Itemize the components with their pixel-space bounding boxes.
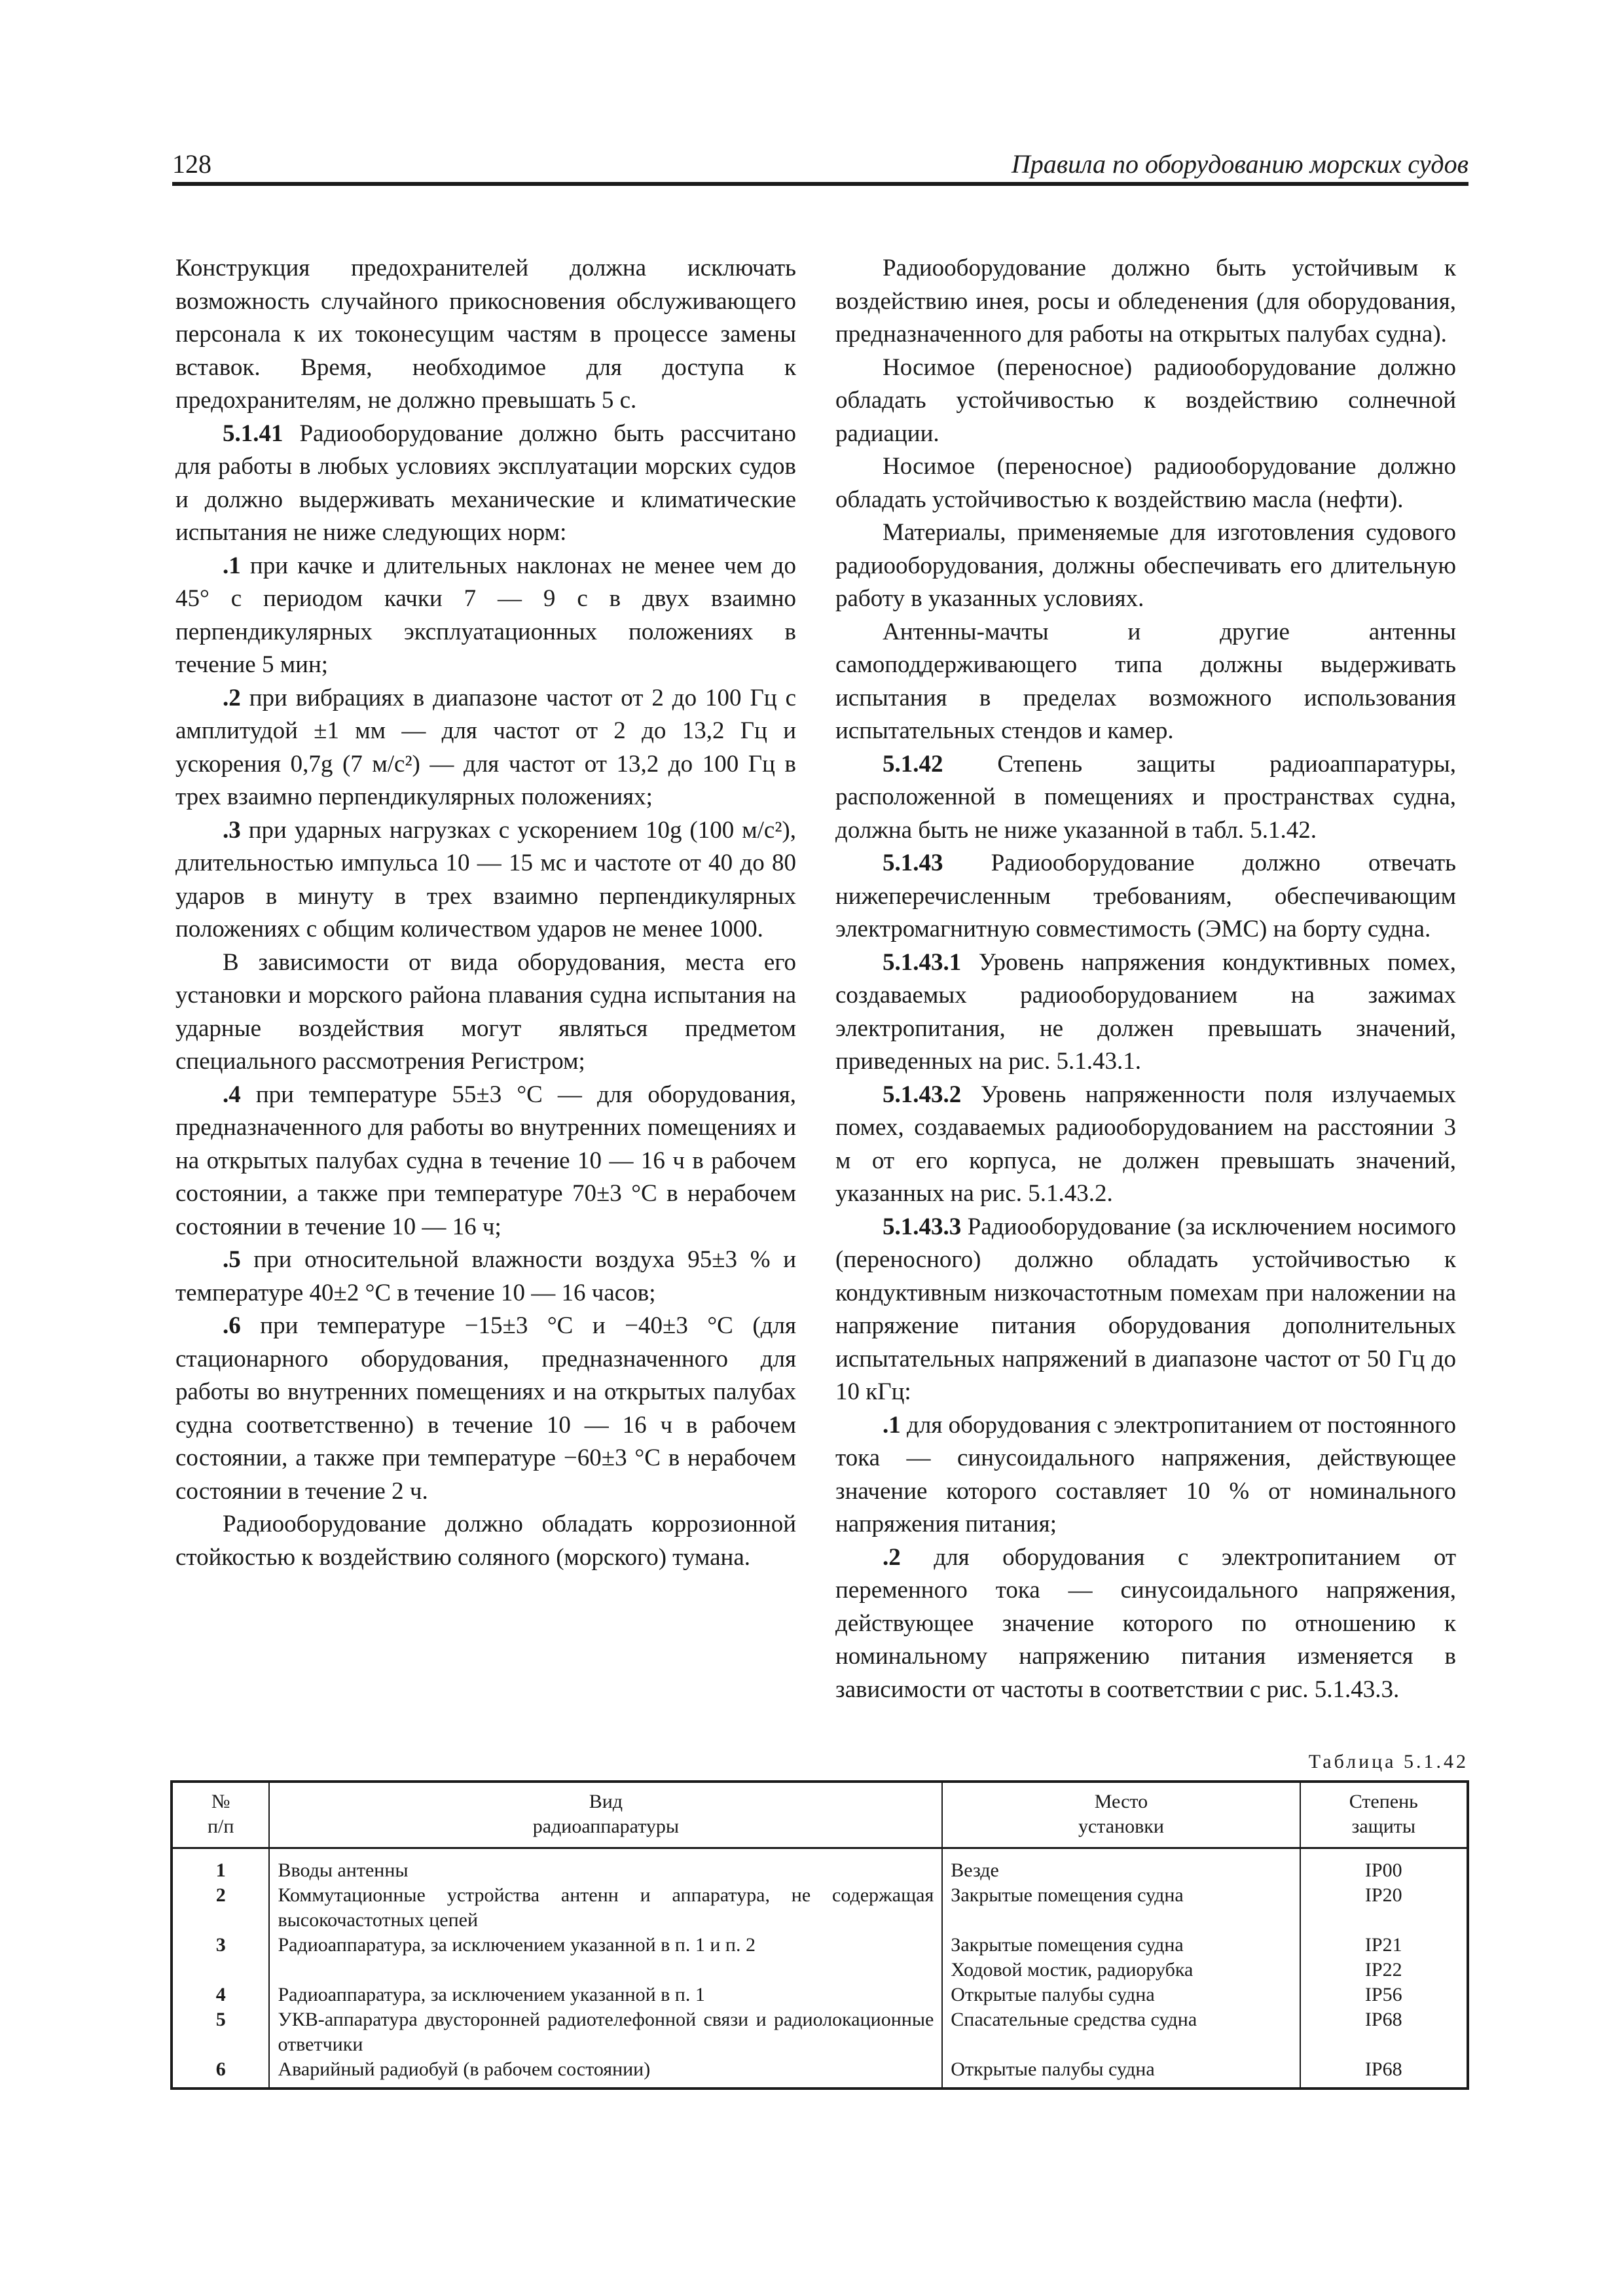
list-item: .2 для оборудования с электропитанием от переменного тока — синусоидального напряжения, действующее значение которого по отношению к номинальному напряжению питания изменяется в зависимости от частоты в соответствии с рис. 5.1.43.3. bbox=[835, 1543, 1457, 1703]
list-item: .3 при ударных нагрузках с ускорением 10g (100 м/с²), длительностью импульса 10 — 15 мс и частоте от 40 до 80 ударов в минуту в трех взаимно перпендикулярных положениях с общим количеством ударов не менее 1000. bbox=[175, 816, 797, 942]
cell-num: 2 bbox=[215, 1884, 226, 1906]
cell-degree: IP56 bbox=[1300, 1982, 1468, 2007]
cell-num: 1 bbox=[215, 1859, 226, 1881]
table-row bbox=[172, 1848, 1468, 1884]
paragraph: Носимое (переносное) радиооборудование должно обладать устойчивостью к воздействию солнечной радиации. bbox=[835, 353, 1456, 447]
cell-degree: IP00 bbox=[1300, 1848, 1468, 1884]
cell-num: 4 bbox=[215, 1984, 226, 2005]
header-place: Место установки bbox=[942, 1782, 1300, 1848]
right-column bbox=[835, 252, 1456, 1706]
left-column bbox=[175, 252, 796, 1574]
table-row bbox=[172, 1883, 1468, 1933]
page-header bbox=[172, 145, 1468, 186]
cell-type: Коммутационные устройства антенн и аппаратура, не содержащая высокочастотных цепей bbox=[269, 1883, 942, 1933]
section-5-1-43: 5.1.43 Радиооборудование должно отвечать нижеперечисленным требованиям, обеспечивающим электромагнитную совместимость (ЭМС) на борту судна. bbox=[835, 850, 1457, 942]
table-caption: Таблица 5.1.42 bbox=[1308, 1751, 1468, 1772]
paragraph: Радиооборудование должно быть устойчивым к воздействию инея, росы и обледенения (для оборудования, предназначенного для работы на открытых палубах судна). bbox=[835, 255, 1456, 348]
cell-degree: IP68 bbox=[1300, 2057, 1468, 2089]
list-item: .2 при вибрациях в диапазоне частот от 2 до 100 Гц с амплитудой ±1 мм — для частот от 2 до 13,2 Гц и ускорения 0,7g (7 м/с²) — для частот от 13,2 до 100 Гц в трех взаимно перпендикулярных положениях; bbox=[175, 684, 797, 810]
paragraph: В зависимости от вида оборудования, места его установки и морского района плавания судна испытания на ударные воздействия могут являться предметом специального рассмотрения Регистром; bbox=[175, 948, 796, 1075]
table-row bbox=[172, 2057, 1468, 2089]
list-item: .1 при качке и длительных наклонах не менее чем до 45° с периодом качки 7 — 9 с в двух взаимно перпендикулярных эксплуатационных положениях в течение 5 мин; bbox=[175, 552, 797, 678]
header-type: Вид радиоаппаратуры bbox=[269, 1782, 942, 1848]
section-5-1-42: 5.1.42 Степень защиты радиоаппаратуры, расположенной в помещениях и пространствах судна, должна быть не ниже указанной в табл. 5.1.42. bbox=[835, 750, 1456, 844]
section-5-1-43-1: 5.1.43.1 Уровень напряжения кондуктивных помех, создаваемых радиооборудованием на зажимах электропитания, не должен превышать значений, приведенных на рис. 5.1.43.1. bbox=[835, 948, 1457, 1075]
cell-type: Радиоаппаратура, за исключением указанной в п. 1 bbox=[269, 1982, 942, 2007]
list-item: .4 при температуре 55±3 °C — для оборудования, предназначенного для работы во внутренних помещениях и на открытых палубах судна в течение 10 — 16 ч в рабочем состоянии, а также при температуре 70±3 °C в нерабочем состоянии в течение 10 — 16 ч; bbox=[175, 1081, 796, 1240]
section-number: 5.1.42 bbox=[883, 750, 943, 778]
paragraph: Конструкция предохранителей должна исключать возможность случайного прикосновения обслуживающего персонала к их токонесущим частям в процессе замены вставок. Время, необходимое для доступа к предохранителям, не должно превышать 5 с. bbox=[175, 255, 796, 414]
section-5-1-41: 5.1.41 Радиооборудование должно быть рассчитано для работы в любых условиях эксплуатации морских судов и должно выдерживать механические и климатические испытания не ниже следующих норм: bbox=[175, 420, 796, 546]
cell-num: 5 bbox=[215, 2009, 226, 2030]
cell-degree: IP68 bbox=[1300, 2007, 1468, 2057]
cell-place: Спасательные средства судна bbox=[942, 2007, 1300, 2057]
table-row bbox=[172, 1933, 1468, 1982]
header-degree: Степень защиты bbox=[1300, 1782, 1468, 1848]
cell-place: Закрытые помещения судна Ходовой мостик, радиорубка bbox=[942, 1933, 1300, 1982]
section-number: 5.1.43.3 bbox=[883, 1213, 962, 1240]
section-5-1-43-2: 5.1.43.2 Уровень напряженности поля излучаемых помех, создаваемых радиооборудованием на расстоянии 3 м от его корпуса, не должен превышать значений, указанных на рис. 5.1.43.2. bbox=[835, 1081, 1457, 1207]
paragraph: Материалы, применяемые для изготовления судового радиооборудования, должны обеспечивать его длительную работу в указанных условиях. bbox=[835, 519, 1456, 612]
cell-type: Аварийный радиобуй (в рабочем состоянии) bbox=[269, 2057, 942, 2089]
header-num: № п/п bbox=[172, 1782, 269, 1848]
section-number: 5.1.41 bbox=[223, 420, 283, 447]
cell-degree: IP21 IP22 bbox=[1300, 1933, 1468, 1982]
cell-type: Вводы антенны bbox=[269, 1848, 942, 1884]
section-5-1-43-3: 5.1.43.3 Радиооборудование (за исключением носимого (переносного) должно обладать устойчивостью к кондуктивным низкочастотным помехам при наложении на напряжение питания оборудования дополнительных испытательных напряжений в диапазоне частот от 50 Гц до 10 кГц: bbox=[835, 1213, 1457, 1405]
section-number: 5.1.43 bbox=[883, 850, 943, 876]
cell-num: 3 bbox=[215, 1934, 226, 1956]
running-title: Правила по оборудованию морских судов bbox=[1011, 149, 1468, 179]
section-number: 5.1.43.2 bbox=[883, 1081, 962, 1108]
cell-place: Открытые палубы судна bbox=[942, 1982, 1300, 2007]
paragraph: Антенны-мачты и другие антенны самоподдерживающего типа должны выдерживать испытания в пределах возможного использования испытательных стендов и камер. bbox=[835, 618, 1456, 744]
list-item: .1 для оборудования с электропитанием от постоянного тока — синусоидального напряжения, действующее значение которого составляет 10 % от номинального напряжения питания; bbox=[835, 1411, 1456, 1537]
section-number: 5.1.43.1 bbox=[883, 948, 962, 976]
table-header-row bbox=[172, 1782, 1468, 1848]
paragraph: Носимое (переносное) радиооборудование должно обладать устойчивостью к воздействию масла (нефти). bbox=[835, 453, 1456, 513]
cell-place: Закрытые помещения судна bbox=[942, 1883, 1300, 1933]
cell-type: Радиоаппаратура, за исключением указанной в п. 1 и п. 2 bbox=[269, 1933, 942, 1982]
table-row bbox=[172, 2007, 1468, 2057]
cell-place: Открытые палубы судна bbox=[942, 2057, 1300, 2089]
paragraph: Радиооборудование должно обладать коррозионной стойкостью к воздействию соляного (морского) тумана. bbox=[175, 1511, 796, 1571]
list-item: .5 при относительной влажности воздуха 95±3 % и температуре 40±2 °C в течение 10 — 16 часов; bbox=[175, 1246, 796, 1306]
cell-num: 6 bbox=[215, 2058, 226, 2080]
list-item: .6 при температуре −15±3 °C и −40±3 °C (для стационарного оборудования, предназначенного для работы во внутренних помещениях и на открытых палубах судна соответственно) в течение 10 — 16 ч в рабочем состоянии, а также при температуре −60±3 °C в нерабочем состоянии в течение 2 ч. bbox=[175, 1312, 796, 1505]
protection-degree-table bbox=[170, 1780, 1469, 2090]
page-number: 128 bbox=[172, 149, 211, 179]
cell-type: УКВ-аппаратура двусторонней радиотелефонной связи и радиолокационные ответчики bbox=[269, 2007, 942, 2057]
cell-degree: IP20 bbox=[1300, 1883, 1468, 1933]
table-row bbox=[172, 1982, 1468, 2007]
cell-place: Везде bbox=[942, 1848, 1300, 1884]
